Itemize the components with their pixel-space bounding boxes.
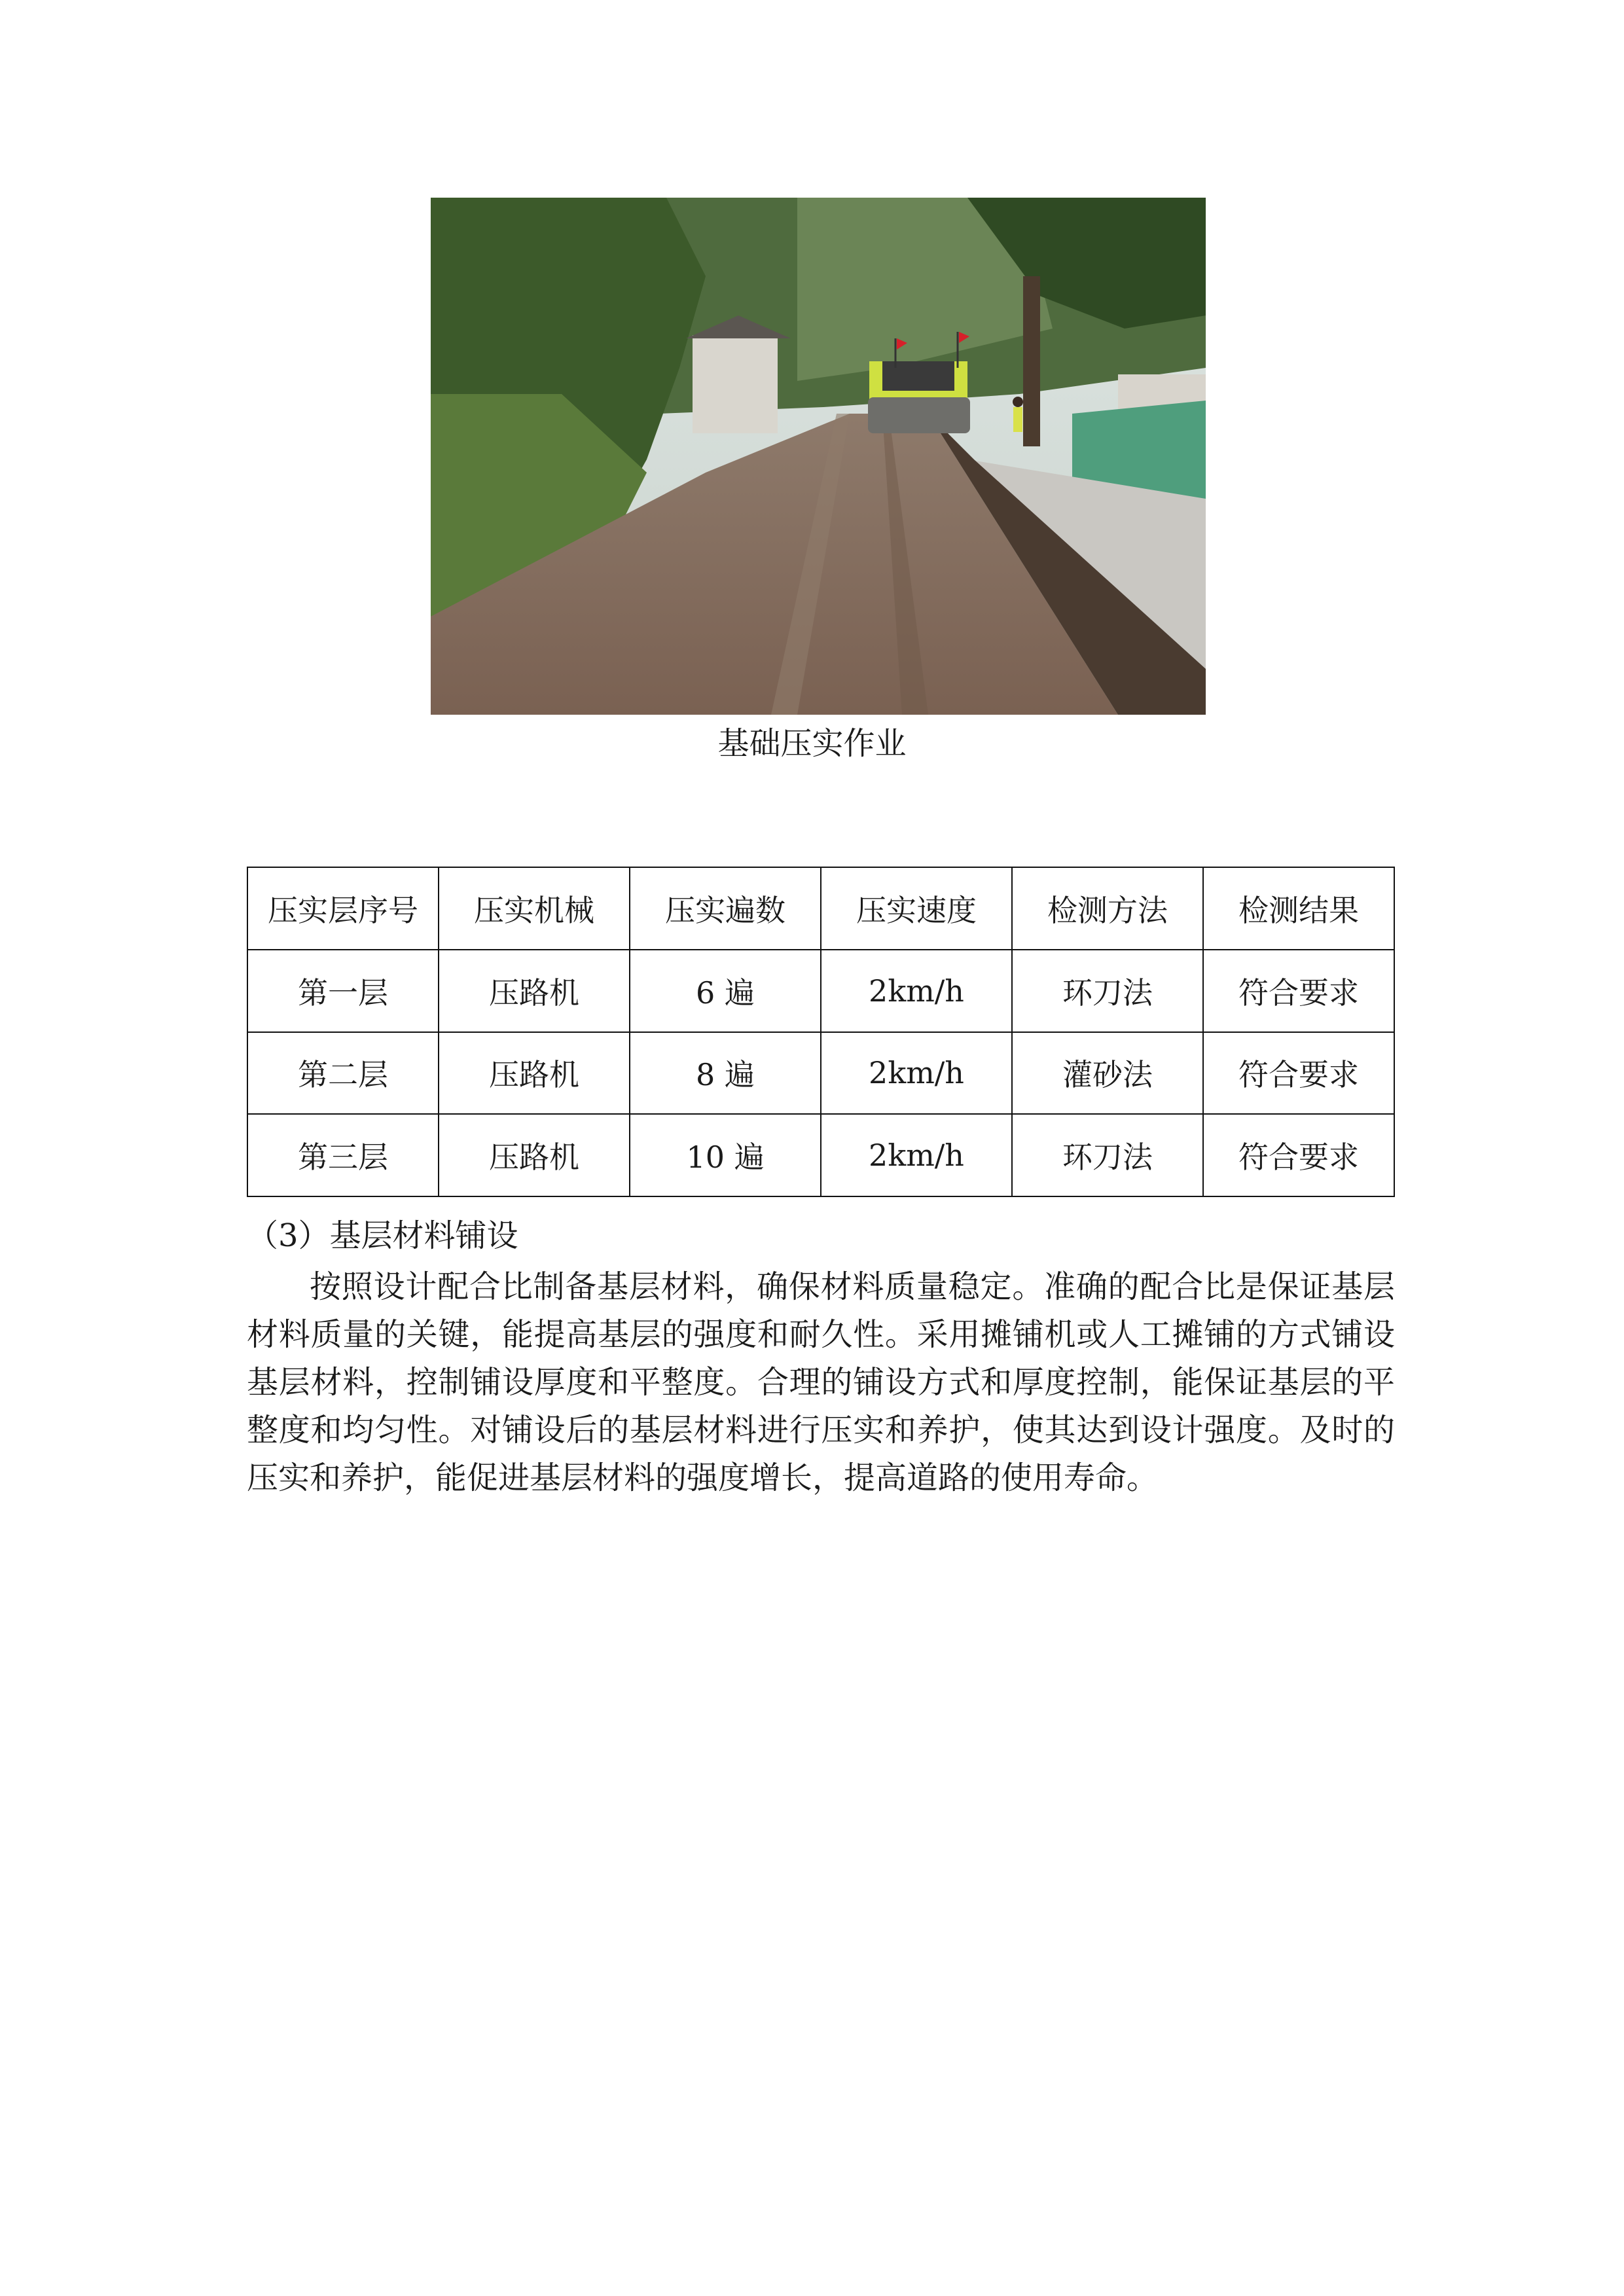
table-cell: 2km/h	[821, 950, 1012, 1032]
table-cell: 环刀法	[1012, 1114, 1203, 1196]
table-cell: 2km/h	[821, 1032, 1012, 1115]
table-row	[247, 1032, 1394, 1115]
body-paragraph: 按照设计配合比制备基层材料，确保材料质量稳定。准确的配合比是保证基层材料质量的关键，能提高基层的强度和耐久性。采用摊铺机或人工摊铺的方式铺设基层材料，控制铺设厚度和平整度。合理的铺设方式和厚度控制，能保证基层的平整度和均匀性。对铺设后的基层材料进行压实和养护，使其达到设计强度。及时的压实和养护，能促进基层材料的强度增长，提高道路的使用寿命。	[247, 1268, 1395, 1496]
table-header-cell: 压实机械	[439, 867, 630, 950]
road-compaction-photo	[431, 198, 1206, 715]
table-header-row	[247, 867, 1394, 950]
table-cell: 环刀法	[1012, 950, 1203, 1032]
table-cell: 10 遍	[630, 1114, 821, 1196]
table-header-cell: 检测方法	[1012, 867, 1203, 950]
table-cell: 第二层	[247, 1032, 439, 1115]
table-cell: 8 遍	[630, 1032, 821, 1115]
table-header-cell: 压实速度	[821, 867, 1012, 950]
table-header-cell: 压实层序号	[247, 867, 439, 950]
table-cell: 2km/h	[821, 1114, 1012, 1196]
table-cell: 6 遍	[630, 950, 821, 1032]
table-cell: 符合要求	[1203, 1114, 1394, 1196]
section-heading: （3）基层材料铺设	[247, 1217, 518, 1254]
table-cell: 压路机	[439, 1114, 630, 1196]
figure-caption: 基础压实作业	[717, 725, 907, 762]
table-cell: 符合要求	[1203, 950, 1394, 1032]
table-header-cell: 检测结果	[1203, 867, 1394, 950]
table-header-cell: 压实遍数	[630, 867, 821, 950]
table-cell: 灌砂法	[1012, 1032, 1203, 1115]
table-cell: 压路机	[439, 1032, 630, 1115]
table-cell: 第一层	[247, 950, 439, 1032]
table-cell: 压路机	[439, 950, 630, 1032]
compaction-table	[247, 867, 1395, 1197]
table-cell: 第三层	[247, 1114, 439, 1196]
table-cell: 符合要求	[1203, 1032, 1394, 1115]
table-row	[247, 950, 1394, 1032]
table-row	[247, 1114, 1394, 1196]
